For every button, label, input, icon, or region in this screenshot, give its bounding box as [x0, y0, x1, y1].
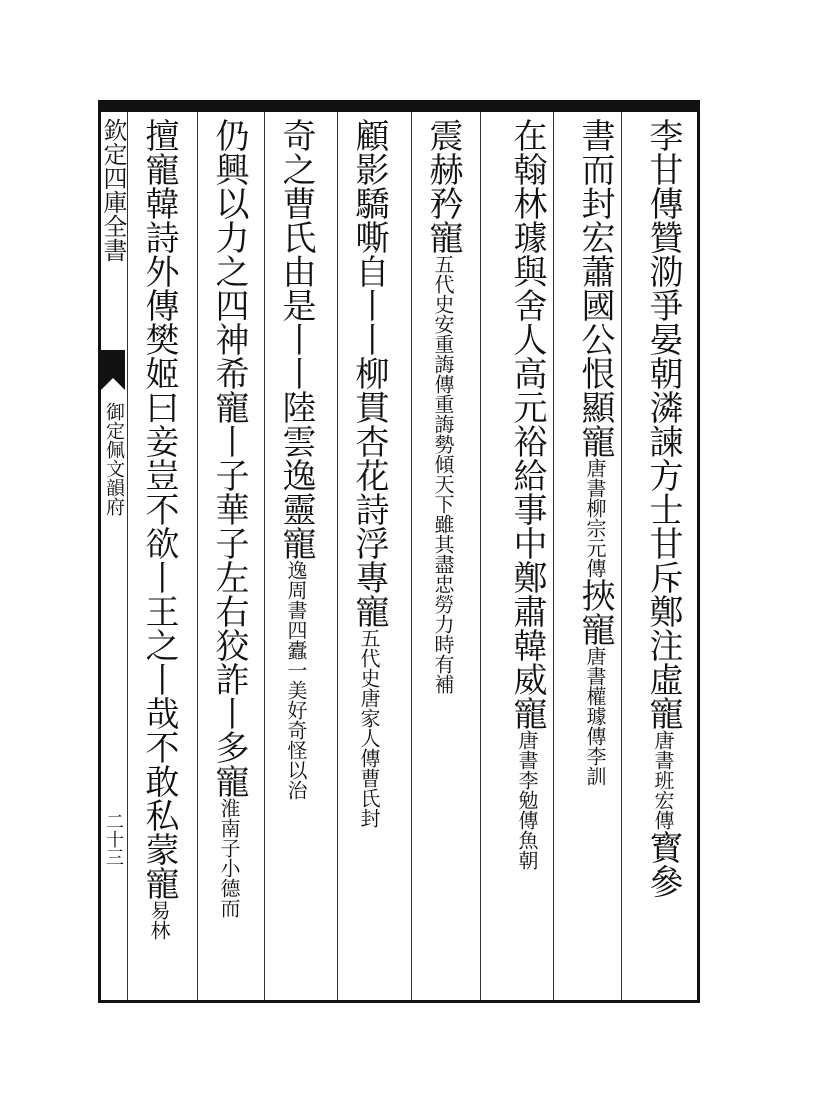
frame-bottom-rule [98, 1000, 700, 1003]
column-line [276, 118, 316, 800]
column-divider [264, 112, 265, 1000]
column-primary-text: 希寵 [209, 356, 249, 424]
column-primary-text: 在翰林璩與舍人高元裕給事中鄭肅韓 [507, 118, 547, 662]
annotation-text: 唐書班宏傳 [651, 730, 675, 830]
annotation-text: 易林 [147, 900, 171, 940]
column-primary-text: 威寵 [507, 662, 547, 730]
text-column-1 [633, 118, 693, 994]
column-line [349, 118, 389, 828]
spine-subtitle: 御定佩文韻府 [103, 402, 125, 516]
annotation-text: 逸周書四蠹一美好奇怪以治 [284, 560, 308, 800]
text-column-3 [497, 118, 557, 994]
text-column-5 [339, 118, 399, 994]
text-column-2 [565, 118, 625, 994]
column-divider [337, 112, 338, 1000]
column-line [643, 118, 683, 898]
annotation-text: 五代史唐家人傳曹氏封 [357, 628, 381, 828]
column-primary-text: 書而封宏蕭國公恨 [575, 118, 615, 390]
column-divider [197, 112, 198, 1000]
column-primary-text: 虛寵 [643, 662, 683, 730]
text-column-7 [199, 118, 259, 994]
spine-title: 欽定四庫全書 [99, 118, 127, 262]
fishtail-mark-icon [101, 350, 125, 390]
column-line [209, 118, 249, 918]
column-line [507, 118, 547, 870]
column-primary-text: 丨子華子左右狡詐丨 [209, 424, 249, 730]
page-number: 二十三 [103, 812, 124, 866]
text-column-4 [413, 118, 473, 994]
text-column-8 [129, 118, 189, 994]
annotation-text: 唐書柳宗元傳 [583, 458, 607, 578]
column-primary-text: 仍興以力之四神 [209, 118, 249, 356]
column-primary-text: 李甘傳贊泐爭晏朝潾諫方士甘斥鄭注 [643, 118, 683, 662]
column-primary-text: 挾寵 [575, 578, 615, 646]
column-primary-text: 專寵 [349, 560, 389, 628]
column-divider [127, 112, 128, 1000]
column-primary-text: 顧影驕嘶自丨丨柳貫杏花詩浮 [349, 118, 389, 560]
column-primary-text: 靈寵 [276, 492, 316, 560]
column-line [575, 118, 615, 786]
annotation-text: 五代史安重誨傳重誨勢傾天下雖其盡忠勞力時有補 [431, 254, 455, 694]
column-primary-text: 顯寵 [575, 390, 615, 458]
column-primary-text: 奇之曹氏由是丨丨陸雲逸 [276, 118, 316, 492]
column-divider [480, 112, 481, 1000]
frame-right-rule [697, 100, 700, 1003]
column-primary-text: 擅寵 [139, 118, 179, 186]
column-primary-text: 震赫 [423, 118, 463, 186]
annotation-text: 唐書權璩傳李訓 [583, 646, 607, 786]
column-divider [411, 112, 412, 1000]
margin-spine [101, 112, 127, 1000]
column-primary-text: 多寵 [209, 730, 249, 798]
text-column-6 [266, 118, 326, 994]
annotation-text: 唐書李勉傳魚朝 [515, 730, 539, 870]
column-primary-text: 矜寵 [423, 186, 463, 254]
column-primary-text: 韓詩外傳樊姬曰妾豈不欲丨王之丨哉不敢私 [139, 186, 179, 832]
column-primary-text: 蒙寵 [139, 832, 179, 900]
annotation-text: 淮南子小德而 [217, 798, 241, 918]
column-line [139, 118, 179, 940]
frame-top-rule [98, 100, 700, 112]
column-line [423, 118, 463, 694]
column-primary-text: 寳參 [643, 830, 683, 898]
